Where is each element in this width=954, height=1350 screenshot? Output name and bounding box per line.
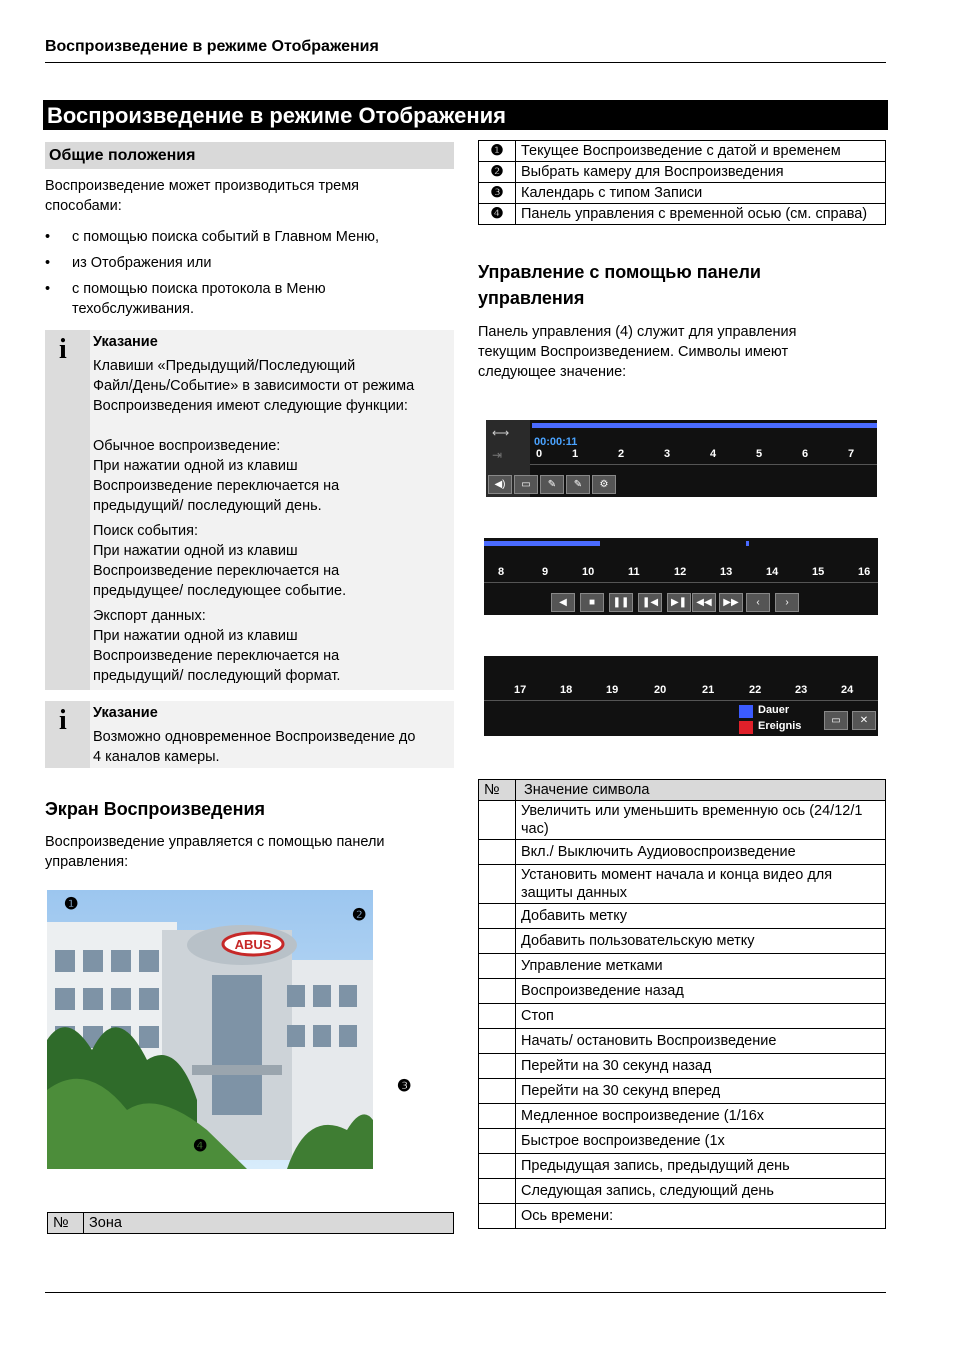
tick-label: 6: [802, 448, 809, 460]
row-text: Перейти на 30 секунд вперед: [516, 1079, 886, 1104]
table-row: [479, 1129, 886, 1154]
list-item-line: техобслуживания.: [72, 301, 195, 317]
symbol-cell: [479, 1129, 516, 1154]
row-text: Установить момент начала и конца видео для защиты данных: [516, 865, 886, 904]
table-row: [479, 840, 886, 865]
building-illustration: [47, 890, 373, 1169]
minimize-icon[interactable]: ▭: [824, 711, 848, 730]
tick-label: 17: [514, 684, 527, 696]
symbol-cell: [479, 954, 516, 979]
list-item-text: из Отображения или: [72, 255, 212, 271]
note-box: [45, 330, 454, 690]
abus-logo: ABUS: [234, 937, 272, 952]
symbol-cell: [479, 979, 516, 1004]
timeline-bar: [532, 423, 877, 428]
tick-label: 2: [618, 448, 625, 460]
row-text: Добавить метку: [516, 904, 886, 929]
playback-screen-photo: [47, 890, 373, 1169]
table-row: [479, 904, 886, 929]
note-text: [93, 356, 453, 686]
table-header-row: [479, 780, 886, 801]
note-line: предыдущий/ последующий формат.: [93, 668, 341, 684]
bullet-dot: •: [45, 255, 51, 271]
previous-record-button[interactable]: ‹: [746, 593, 770, 612]
intro-line: способами:: [45, 198, 122, 214]
marker-2: ❷: [352, 907, 367, 924]
table-row: [479, 1104, 886, 1129]
note-line: Воспроизведение переключается на: [93, 478, 340, 494]
intro-line: Панель управления (4) служит для управления: [478, 324, 797, 340]
row-text: Воспроизведение назад: [516, 979, 886, 1004]
table-row: [479, 1204, 886, 1229]
row-text: Медленное воспроизведение (1/16x: [516, 1104, 886, 1129]
header-rule: [45, 62, 886, 63]
list-item-line: с помощью поиска протокола в Меню: [72, 281, 326, 297]
table-row: [479, 162, 886, 183]
tick-label: 8: [498, 566, 505, 578]
page-header-title: Воспроизведение в режиме Отображения: [45, 38, 379, 55]
note-label: Указание: [93, 705, 158, 721]
intro-line: текущим Воспроизведением. Символы имеют: [478, 344, 789, 360]
current-time: 00:00:11: [534, 436, 578, 448]
timeline-bar: [746, 541, 749, 546]
table-row: [479, 929, 886, 954]
tick-label: 16: [858, 566, 871, 578]
row-text: Начать/ остановить Воспроизведение: [516, 1029, 886, 1054]
general-intro: [45, 176, 455, 216]
note-line: Экспорт данных:: [93, 608, 206, 624]
row-text: Ось времени:: [516, 1204, 886, 1229]
tick-label: 14: [766, 566, 779, 578]
info-icon: i: [45, 701, 90, 768]
table-row: [479, 141, 886, 162]
info-icon: i: [45, 330, 90, 690]
list-item: [45, 227, 455, 247]
control-panel-2: [484, 538, 878, 615]
tick-label: 21: [702, 684, 715, 696]
row-text: Панель управления с временной осью (см. справа): [516, 204, 886, 225]
note-line: Воспроизведения имеют следующие функции:: [93, 398, 408, 414]
intro-line: Воспроизведение управляется с помощью панели: [45, 834, 385, 850]
tick-label: 9: [542, 566, 549, 578]
list-item-text: [72, 279, 432, 319]
note-line: предыдущее/ последующее событие.: [93, 583, 347, 599]
tick-label: 20: [654, 684, 667, 696]
tick-label: 19: [606, 684, 619, 696]
list-item-text: с помощью поиска событий в Главном Меню,: [72, 229, 379, 245]
symbol-cell: [479, 1029, 516, 1054]
table-row: [479, 954, 886, 979]
row-text: Управление метками: [516, 954, 886, 979]
row-text: Перейти на 30 секунд назад: [516, 1054, 886, 1079]
symbol-cell: [479, 865, 516, 904]
tick-label: 4: [710, 448, 717, 460]
table-row: [479, 979, 886, 1004]
symbol-cell: [479, 801, 516, 840]
note-line: [93, 416, 453, 436]
note-label: Указание: [93, 334, 158, 350]
row-text: Быстрое воспроизведение (1x: [516, 1129, 886, 1154]
marker-1: ❶: [64, 896, 79, 913]
note-line: Обычное воспроизведение:: [93, 438, 281, 454]
table-row: [479, 1029, 886, 1054]
section-title: Воспроизведение в режиме Отображения: [43, 100, 888, 130]
note-line: При нажатии одной из клавиш: [93, 543, 298, 559]
tick-label: 10: [582, 566, 595, 578]
note-line: Воспроизведение переключается на: [93, 563, 340, 579]
note-line: Клавиши «Предыдущий/Последующий: [93, 358, 356, 374]
timeline-bar: [484, 541, 596, 546]
shrink-timeline-icon[interactable]: ⇥: [492, 448, 503, 462]
row-text: Текущее Воспроизведение с датой и временем: [516, 141, 886, 162]
row-number: ❹: [479, 204, 516, 225]
note-text: [93, 727, 455, 767]
table-row: [479, 183, 886, 204]
control-panel-3: [484, 656, 878, 736]
tick-label: 22: [749, 684, 762, 696]
bullet-dot: •: [45, 229, 51, 245]
symbol-cell: [479, 840, 516, 865]
row-text: Стоп: [516, 1004, 886, 1029]
table-row: [479, 204, 886, 225]
dauer-swatch: [739, 705, 753, 718]
row-text: Календарь с типом Записи: [516, 183, 886, 204]
marker-4: ❹: [193, 1138, 208, 1155]
symbol-cell: [479, 904, 516, 929]
intro-line: Воспроизведение может производиться тремя: [45, 178, 360, 194]
symbol-cell: [479, 1154, 516, 1179]
control-panel-1: [486, 420, 877, 497]
table-header-cell: №: [479, 780, 516, 801]
tick-label: 24: [841, 684, 854, 696]
symbol-cell: [479, 1079, 516, 1104]
table-header-row: [48, 1213, 454, 1234]
row-number: ❸: [479, 183, 516, 204]
row-text: Следующая запись, следующий день: [516, 1179, 886, 1204]
row-number: ❶: [479, 141, 516, 162]
table-row: [479, 1154, 886, 1179]
symbol-cell: [479, 1179, 516, 1204]
row-number: ❷: [479, 162, 516, 183]
intro-line: следующее значение:: [478, 364, 627, 380]
row-text: Выбрать камеру для Воспроизведения: [516, 162, 886, 183]
tick-label: 3: [664, 448, 671, 460]
symbol-table: [478, 779, 886, 1229]
note-line: Файл/День/Событие» в зависимости от режима: [93, 378, 415, 394]
timeline-rule: [484, 582, 878, 583]
row-text: Предыдущая запись, предыдущий день: [516, 1154, 886, 1179]
slow-play-button[interactable]: ◀◀: [692, 593, 716, 612]
tick-label: 12: [674, 566, 687, 578]
list-item: [45, 279, 455, 319]
row-text: Добавить пользовательскую метку: [516, 929, 886, 954]
add-tag-button[interactable]: ✎: [540, 475, 564, 494]
note-line: Поиск события:: [93, 523, 199, 539]
table-row: [479, 1054, 886, 1079]
screen-heading: Экран Воспроизведения: [45, 799, 266, 819]
table-row: [479, 1179, 886, 1204]
back-30s-button[interactable]: ❚◀: [638, 593, 662, 612]
general-heading: Общие положения: [45, 142, 454, 169]
timeline-rule: [530, 464, 877, 465]
table-row: [479, 1004, 886, 1029]
tag-management-button[interactable]: ⚙: [592, 475, 616, 494]
control-heading-line: управления: [478, 288, 585, 308]
forward-30s-button[interactable]: ▶❚: [667, 593, 691, 612]
pause-button[interactable]: ❚❚: [609, 593, 633, 612]
note-line: При нажатии одной из клавиш: [93, 628, 298, 644]
tick-label: 1: [572, 448, 579, 460]
table-header-cell: Зона: [84, 1213, 454, 1234]
note-line: предыдущий/ последующий день.: [93, 498, 322, 514]
close-icon[interactable]: ✕: [852, 711, 876, 730]
tick-label: 0: [536, 448, 543, 460]
table-header-cell: Значение символа: [516, 780, 886, 801]
note-line: Воспроизведение переключается на: [93, 648, 340, 664]
screen-intro: [45, 832, 455, 872]
fast-play-button[interactable]: ▶▶: [719, 593, 743, 612]
timeline-bar: [596, 541, 600, 546]
ereignis-label: Ereignis: [758, 720, 802, 732]
symbol-cell: [479, 1204, 516, 1229]
timeline-rule: [484, 700, 878, 701]
note-line: Возможно одновременное Воспроизведение до: [93, 729, 416, 745]
audio-toggle-button[interactable]: ◀): [488, 475, 512, 494]
dauer-label: Dauer: [758, 704, 790, 716]
symbol-cell: [479, 1104, 516, 1129]
next-record-button[interactable]: ›: [775, 593, 799, 612]
control-heading-line: Управление с помощью панели: [478, 262, 761, 282]
note-box: [45, 701, 454, 768]
marker-3: ❸: [397, 1078, 412, 1095]
expand-timeline-icon[interactable]: ⟷: [492, 426, 510, 440]
tick-label: 15: [812, 566, 825, 578]
tick-label: 11: [628, 566, 640, 578]
symbol-cell: [479, 1054, 516, 1079]
tick-label: 23: [795, 684, 808, 696]
table-row: [479, 1079, 886, 1104]
tick-label: 7: [848, 448, 855, 460]
tick-label: 13: [720, 566, 733, 578]
table-header-cell: №: [48, 1213, 84, 1234]
reverse-play-button[interactable]: ◀: [551, 593, 575, 612]
intro-line: управления:: [45, 854, 129, 870]
custom-tag-button[interactable]: ✎: [566, 475, 590, 494]
note-line: При нажатии одной из клавиш: [93, 458, 298, 474]
note-line: 4 каналов камеры.: [93, 749, 220, 765]
footer-rule: [45, 1292, 886, 1293]
zone-table: [47, 1212, 454, 1234]
area-table: [478, 140, 886, 225]
control-intro: [478, 322, 886, 382]
tick-label: 5: [756, 448, 763, 460]
table-row: [479, 801, 886, 840]
ereignis-swatch: [739, 721, 753, 734]
row-text: Вкл./ Выключить Аудиовоспроизведение: [516, 840, 886, 865]
stop-button[interactable]: ■: [580, 593, 604, 612]
table-row: [479, 865, 886, 904]
list-item: [45, 253, 455, 273]
control-heading: [478, 259, 886, 311]
symbol-cell: [479, 1004, 516, 1029]
symbol-cell: [479, 929, 516, 954]
clip-button[interactable]: ▭: [514, 475, 538, 494]
tick-label: 18: [560, 684, 573, 696]
row-text: Увеличить или уменьшить временную ось (24/12/1 час): [516, 801, 886, 840]
bullet-dot: •: [45, 281, 51, 297]
